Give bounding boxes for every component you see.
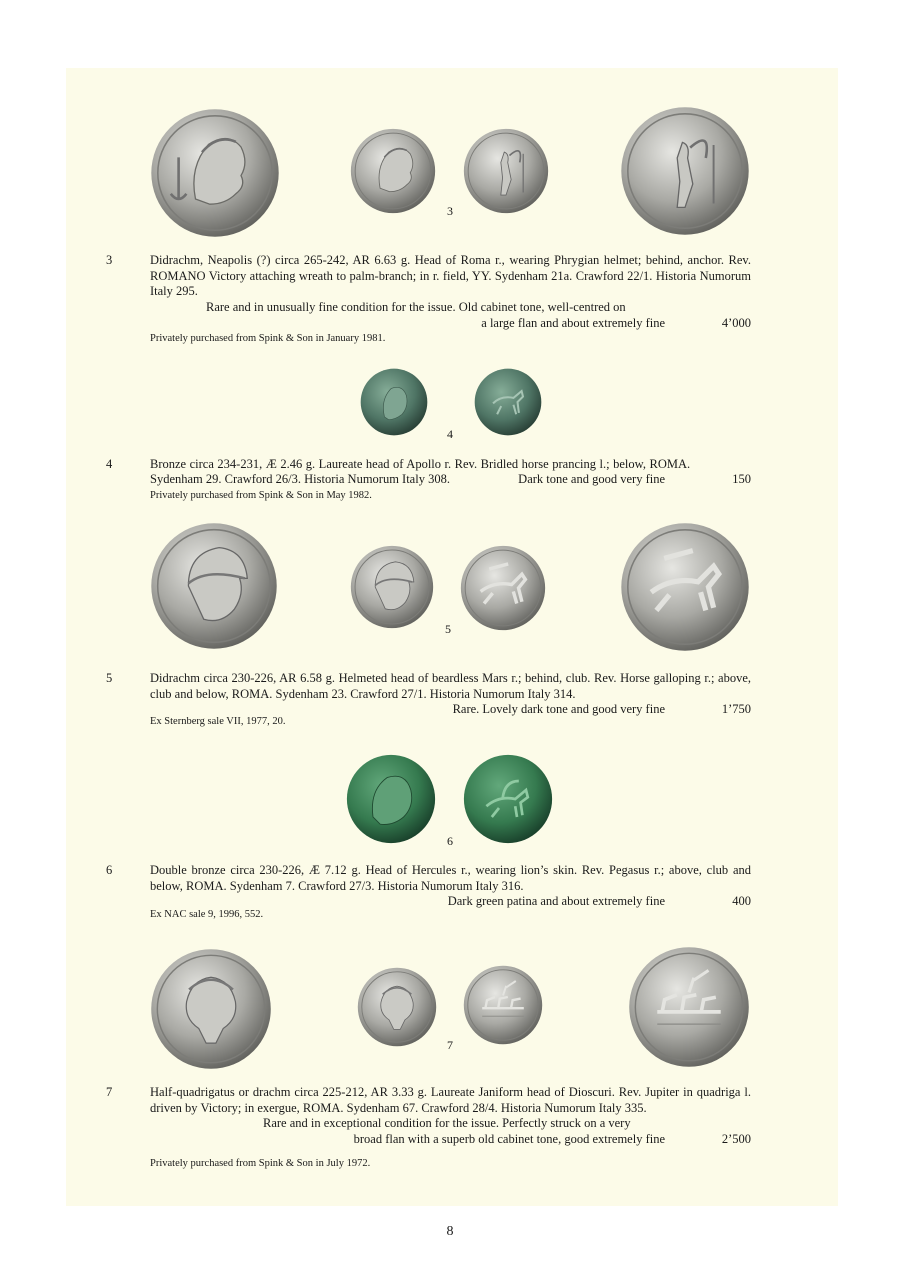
- estimate-price: 4’000: [721, 316, 751, 330]
- lot-description: Double bronze circa 230-226, Æ 7.12 g. Head of Hercules r., wearing lion’s skin. Rev. Pegasus r.; above, club and below, ROMA. Sydenham 7. Crawford 27/3. Historia Numorum Italy 316.: [150, 863, 751, 893]
- coin-7-reverse: [463, 965, 543, 1045]
- lot-number: 5: [106, 671, 113, 685]
- coin-3-reverse: [463, 128, 549, 214]
- condition-line: broad flan with a superb old cabinet tone, good extremely fine: [353, 1132, 665, 1146]
- lot-description-line: Bronze circa 234-231, Æ 2.46 g. Laureate head of Apollo r. Rev. Bridled horse prancing l.; below, ROMA.: [150, 457, 691, 471]
- condition-line: Dark tone and good very fine: [518, 472, 665, 486]
- coin-6-obverse: [346, 754, 436, 844]
- lot-description: Half-quadrigatus or drachm circa 225-212, AR 3.33 g. Laureate Janiform head of Dioscuri. Rev. Jupiter in quadriga l. driven by Victory; in exergue, ROMA. Sydenham 67. Crawford 28/4. Historia Numorum Italy 335.: [150, 1085, 751, 1115]
- coin-7-reverse-enlarged: [628, 946, 750, 1068]
- plate-label: 3: [447, 204, 453, 218]
- coin-4-obverse: [360, 368, 428, 436]
- coin-5-obverse: [350, 545, 434, 629]
- condition-line: Rare and in unusually fine condition for the issue. Old cabinet tone, well-centred on: [206, 300, 626, 314]
- estimate-price: 400: [732, 894, 751, 908]
- plate-label: 6: [447, 834, 453, 848]
- provenance: Ex NAC sale 9, 1996, 552.: [150, 909, 264, 920]
- lot-number: 4: [106, 457, 113, 471]
- coin-7-obverse-enlarged: [150, 948, 272, 1070]
- condition-line: Rare. Lovely dark tone and good very fine: [452, 702, 665, 716]
- coin-3-obverse: [350, 128, 436, 214]
- estimate-price: 2’500: [721, 1132, 751, 1146]
- provenance: Privately purchased from Spink & Son in May 1982.: [150, 490, 372, 501]
- estimate-price: 1’750: [721, 702, 751, 716]
- page-number: 8: [446, 1224, 454, 1239]
- lot-description: Didrachm, Neapolis (?) circa 265-242, AR 6.63 g. Head of Roma r., wearing Phrygian helmet; behind, anchor. Rev. ROMANO Victory attaching wreath to palm-branch; in r. field, YY. Sydenham 21a. Crawford 22/1. Historia Numorum Italy 295.: [150, 253, 751, 298]
- lot-description: Didrachm circa 230-226, AR 6.58 g. Helmeted head of beardless Mars r.; behind, club. Rev. Horse galloping r.; above, club and below, ROMA. Sydenham 23. Crawford 27/1. Historia Numorum Italy 314.: [150, 671, 751, 701]
- provenance: Ex Sternberg sale VII, 1977, 20.: [150, 716, 286, 727]
- lot-number: 3: [106, 253, 113, 267]
- coin-5-reverse: [460, 545, 546, 631]
- condition-line: Rare and in exceptional condition for the issue. Perfectly struck on a very: [263, 1116, 631, 1130]
- plate-label: 5: [445, 622, 451, 636]
- coin-3-obverse-enlarged: [150, 108, 280, 238]
- coin-5-reverse-enlarged: [620, 522, 750, 652]
- provenance: Privately purchased from Spink & Son in July 1972.: [150, 1158, 371, 1169]
- provenance: Privately purchased from Spink & Son in January 1981.: [150, 333, 386, 344]
- coin-3-reverse-enlarged: [620, 106, 750, 236]
- lot-number: 7: [106, 1085, 113, 1099]
- coin-4-reverse: [474, 368, 542, 436]
- lot-description-line: Sydenham 29. Crawford 26/3. Historia Numorum Italy 308.: [150, 472, 450, 486]
- plate-label: 7: [447, 1038, 453, 1052]
- estimate-price: 150: [732, 472, 751, 486]
- condition-line: a large flan and about extremely fine: [481, 316, 665, 330]
- coin-7-obverse: [357, 967, 437, 1047]
- condition-line: Dark green patina and about extremely fine: [447, 894, 665, 908]
- lot-number: 6: [106, 863, 113, 877]
- coin-6-reverse: [463, 754, 553, 844]
- coin-5-obverse-enlarged: [150, 522, 278, 650]
- plate-label: 4: [447, 427, 453, 441]
